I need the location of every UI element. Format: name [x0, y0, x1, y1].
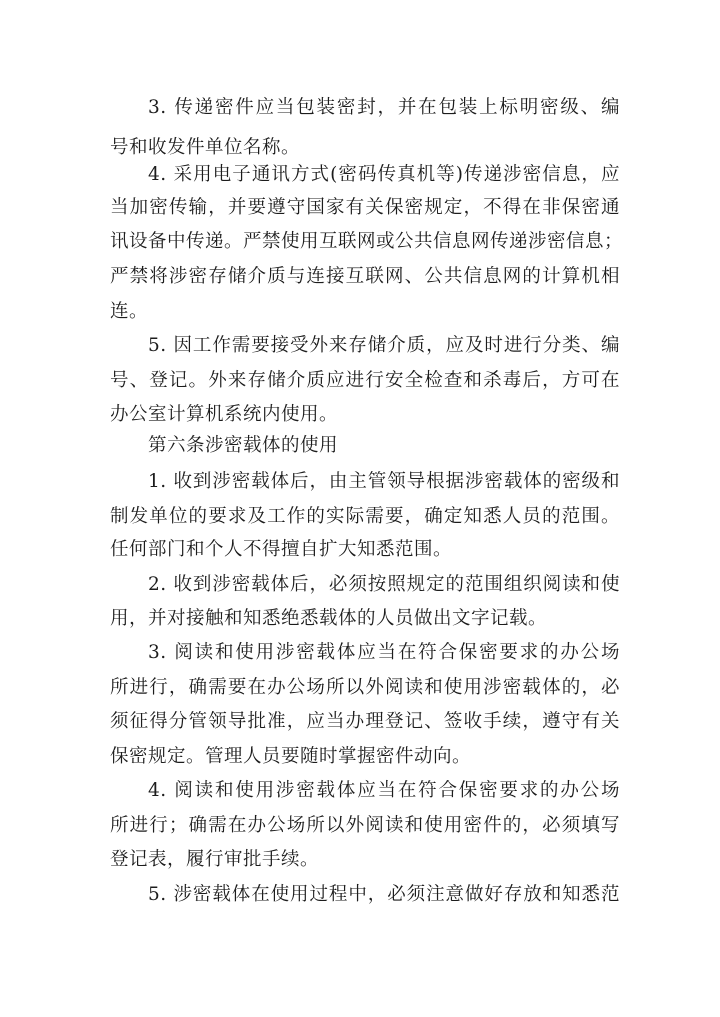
text-line: 3. 传递密件应当包装密封，并在包装上标明密级、编	[148, 97, 620, 118]
text-line: 严禁将涉密存储介质与连接互联网、公共信息网的计算机相	[110, 266, 620, 287]
section-heading: 第六条涉密载体的使用	[148, 435, 339, 456]
text-line: 当加密传输，并要遵守国家有关保密规定，不得在非保密通	[110, 197, 620, 218]
text-line: 须征得分管领导批准，应当办理登记、签收手续，遵守有关	[110, 711, 620, 732]
text-line: 号和收发件单位名称。	[110, 137, 301, 158]
text-line: 办公室计算机系统内使用。	[110, 404, 339, 425]
text-line: 号、登记。外来存储介质应进行安全检查和杀毒后，方可在	[110, 370, 620, 391]
text-line: 2. 收到涉密载体后，必须按照规定的范围组织阅读和使	[148, 574, 620, 595]
text-line: 所进行，确需要在办公场所以外阅读和使用涉密载体的，必	[110, 677, 620, 698]
text-line: 1. 收到涉密载体后，由主管领导根据涉密载体的密级和	[148, 471, 620, 492]
text-line: 所进行；确需在办公场所以外阅读和使用密件的，必须填写	[110, 815, 620, 836]
text-line: 4. 阅读和使用涉密载体应当在符合保密要求的办公场	[148, 780, 620, 801]
text-line: 任何部门和个人不得擅自扩大知悉范围。	[110, 539, 453, 560]
text-line: 连。	[110, 301, 149, 322]
text-line: 4. 采用电子通讯方式(密码传真机等)传递涉密信息，应	[148, 164, 620, 185]
text-line: 登记表，履行审批手续。	[110, 849, 320, 870]
text-line: 保密规定。管理人员要随时掌握密件动向。	[110, 746, 472, 767]
text-line: 制发单位的要求及工作的实际需要，确定知悉人员的范围。	[110, 506, 620, 527]
text-line: 3. 阅读和使用涉密载体应当在符合保密要求的办公场	[148, 642, 620, 663]
text-line: 用，并对接触和知悉绝悉载体的人员做出文字记载。	[110, 608, 548, 629]
text-line: 5. 因工作需要接受外来存储介质，应及时进行分类、编	[148, 335, 620, 356]
text-line: 5. 涉密载体在使用过程中，必须注意做好存放和知悉范	[148, 884, 620, 905]
text-line: 讯设备中传递。严禁使用互联网或公共信息网传递涉密信息；	[110, 231, 624, 252]
